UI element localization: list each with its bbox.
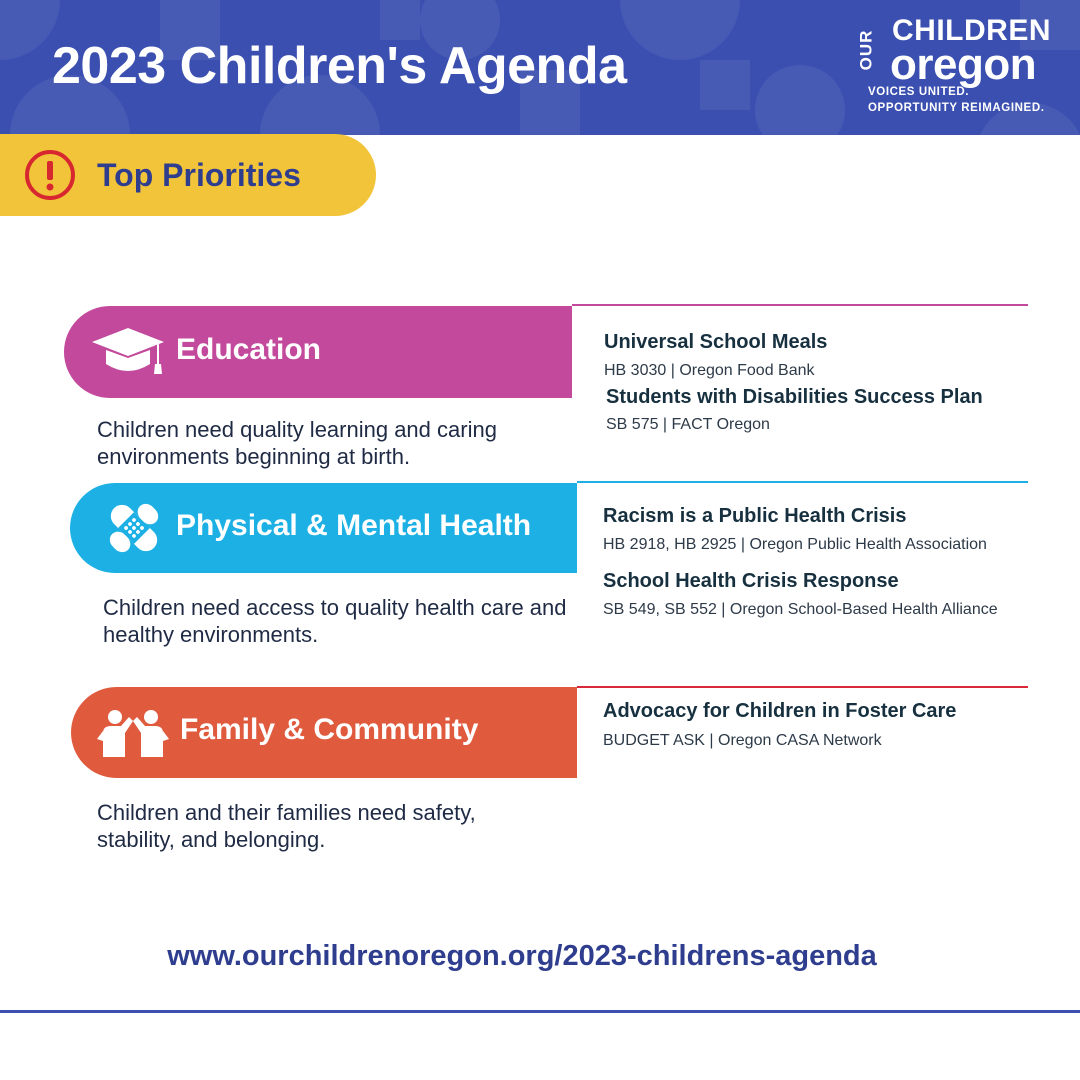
alert-circle-icon	[24, 149, 76, 201]
health-divider	[577, 481, 1028, 483]
family-divider	[577, 686, 1028, 688]
education-pill	[64, 306, 572, 398]
education-divider	[572, 304, 1028, 306]
logo-oregon: oregon	[890, 40, 1037, 89]
family-label: Family & Community	[180, 713, 479, 746]
health-description: Children need access to quality health care and healthy environments.	[103, 595, 567, 647]
education-item-2-meta: SB 575 | FACT Oregon	[606, 416, 770, 433]
graduation-cap-icon	[88, 324, 168, 380]
education-item-2-title: Students with Disabilities Success Plan	[606, 386, 983, 408]
education-description: Children need quality learning and caring environments beginning at birth.	[97, 417, 497, 469]
family-icon	[95, 709, 171, 757]
health-item-1-meta: HB 2918, HB 2925 | Oregon Public Health Association	[603, 536, 987, 553]
health-item-2-title: School Health Crisis Response	[603, 570, 899, 592]
health-pill	[70, 483, 577, 573]
our-children-oregon-logo	[856, 14, 1056, 124]
page-title: 2023 Children's Agenda	[52, 37, 627, 95]
health-item-2-meta: SB 549, SB 552 | Oregon School-Based Health Alliance	[603, 601, 998, 618]
agenda-url-link[interactable]: www.ourchildrenoregon.org/2023-childrens-agenda	[167, 940, 877, 972]
header-banner	[0, 0, 1080, 135]
logo-tagline-1: VOICES UNITED.	[868, 86, 970, 98]
education-label: Education	[176, 333, 322, 366]
logo-children: CHILDREN	[892, 14, 1051, 47]
health-label: Physical & Mental Health	[176, 509, 532, 542]
health-item-1-title: Racism is a Public Health Crisis	[603, 505, 907, 527]
education-item-1-meta: HB 3030 | Oregon Food Bank	[604, 362, 815, 379]
family-description: Children and their families need safety, stability, and belonging.	[97, 800, 476, 852]
logo-our: OUR	[856, 29, 876, 71]
family-item-1-title: Advocacy for Children in Foster Care	[603, 700, 957, 722]
family-item-1-meta: BUDGET ASK | Oregon CASA Network	[603, 732, 882, 749]
education-item-1-title: Universal School Meals	[604, 331, 828, 353]
bottom-divider	[0, 1010, 1080, 1013]
bandage-icon	[104, 498, 164, 558]
family-pill	[71, 687, 577, 778]
logo-tagline-2: OPPORTUNITY REIMAGINED.	[868, 102, 1045, 114]
top-priorities-label: Top Priorities	[97, 157, 301, 193]
top-priorities-banner	[0, 134, 376, 216]
